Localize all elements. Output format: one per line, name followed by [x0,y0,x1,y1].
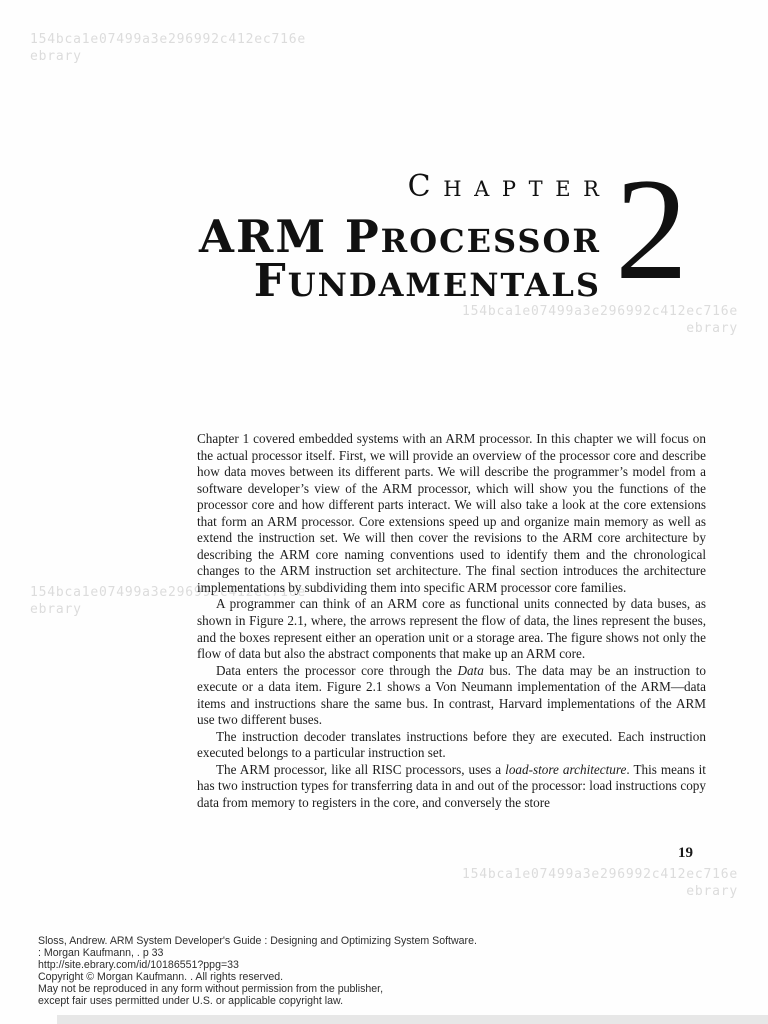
citation-line-author: Sloss, Andrew. ARM System Developer's Guide : Designing and Optimizing System Software. [38,935,477,947]
horizontal-scrollbar[interactable] [57,1015,768,1024]
watermark-id: 154bca1e07499a3e296992c412ec716e [30,32,307,47]
watermark-under-title [462,303,738,337]
citation-line-notice-2: except fair uses permitted under U.S. or applicable copyright law. [38,994,344,1007]
watermark-brand: ebrary [30,49,82,64]
paragraph: Chapter 1 covered embedded systems with an ARM processor. In this chapter we will focus on the actual processor itself. First, we will provide an overview of the processor core and describe how data moves between its different parts. We will describe the programmer’s model from a software developer’s view of the ARM processor, which will show you the functions of the processor core and how different parts interact. We will also take a look at the core extensions that form an ARM processor. Core extensions speed up and organize main memory as well as extend the instruction set. We will then cover the revisions to the ARM core architecture by describing the ARM core naming conventions used to identify them and the chronological changes to the ARM instruction set architecture. The final section introduces the architecture implementations by subdividing them into specific ARM processor core families. [197,431,706,595]
citation-line-publisher: : Morgan Kaufmann, . p 33 [38,946,164,959]
watermark-brand: ebrary [686,884,738,899]
chapter-eyebrow: Chapter [407,169,612,204]
chapter-header [199,148,688,310]
citation-line-url: http://site.ebrary.com/id/10186551?ppg=33 [38,958,239,971]
paragraph: Data enters the processor core through the Data bus. The data may be an instruction to execute or a data item. Figure 2.1 shows a Von Neumann implementation of the ARM—data items and instructions share the same bus. In contrast, Harvard implementations of the ARM use two different buses. [197,662,707,728]
watermark-top-left [30,31,306,65]
citation-line-copyright: Copyright © Morgan Kaufmann. . All rights reserved. [38,970,284,983]
chapter-titles [199,169,612,307]
watermark-id: 154bca1e07499a3e296992c412ec716e [461,304,738,319]
watermark-id: 154bca1e07499a3e296992c412ec716e [30,585,307,600]
watermark-brand: ebrary [686,321,738,336]
watermark-bottom-right [462,866,738,900]
body-paragraphs [197,431,706,812]
chapter-title-line-2: Fundamentals [253,254,601,307]
chapter-title-line-1: ARM Processor [199,210,601,263]
paragraph: The ARM processor, like all RISC processors, uses a load-store architecture. This means it has two instruction types for transferring data in and out of the processor: load instructions copy data from memory to registers in the core, and conversely the store [197,761,706,811]
paragraph: A programmer can think of an ARM core as functional units connected by data buses, as shown in Figure 2.1, where, the arrows represent the flow of data, the lines represent the buses, and the boxes represent either an operation unit or a storage area. The figure shows not only the flow of data but also the abstract components that make up an ARM core. [197,596,706,662]
watermark-id: 154bca1e07499a3e296992c412ec716e [461,867,738,882]
citation-line-notice-1: May not be reproduced in any form without permission from the publisher, [38,982,384,995]
citation-footer [38,936,477,1007]
page-number: 19 [678,845,693,861]
paragraph: The instruction decoder translates instructions before they are executed. Each instruction executed belongs to a particular instruction set. [197,728,706,761]
chapter-number: 2 [615,148,688,310]
watermark-brand: ebrary [30,602,82,617]
